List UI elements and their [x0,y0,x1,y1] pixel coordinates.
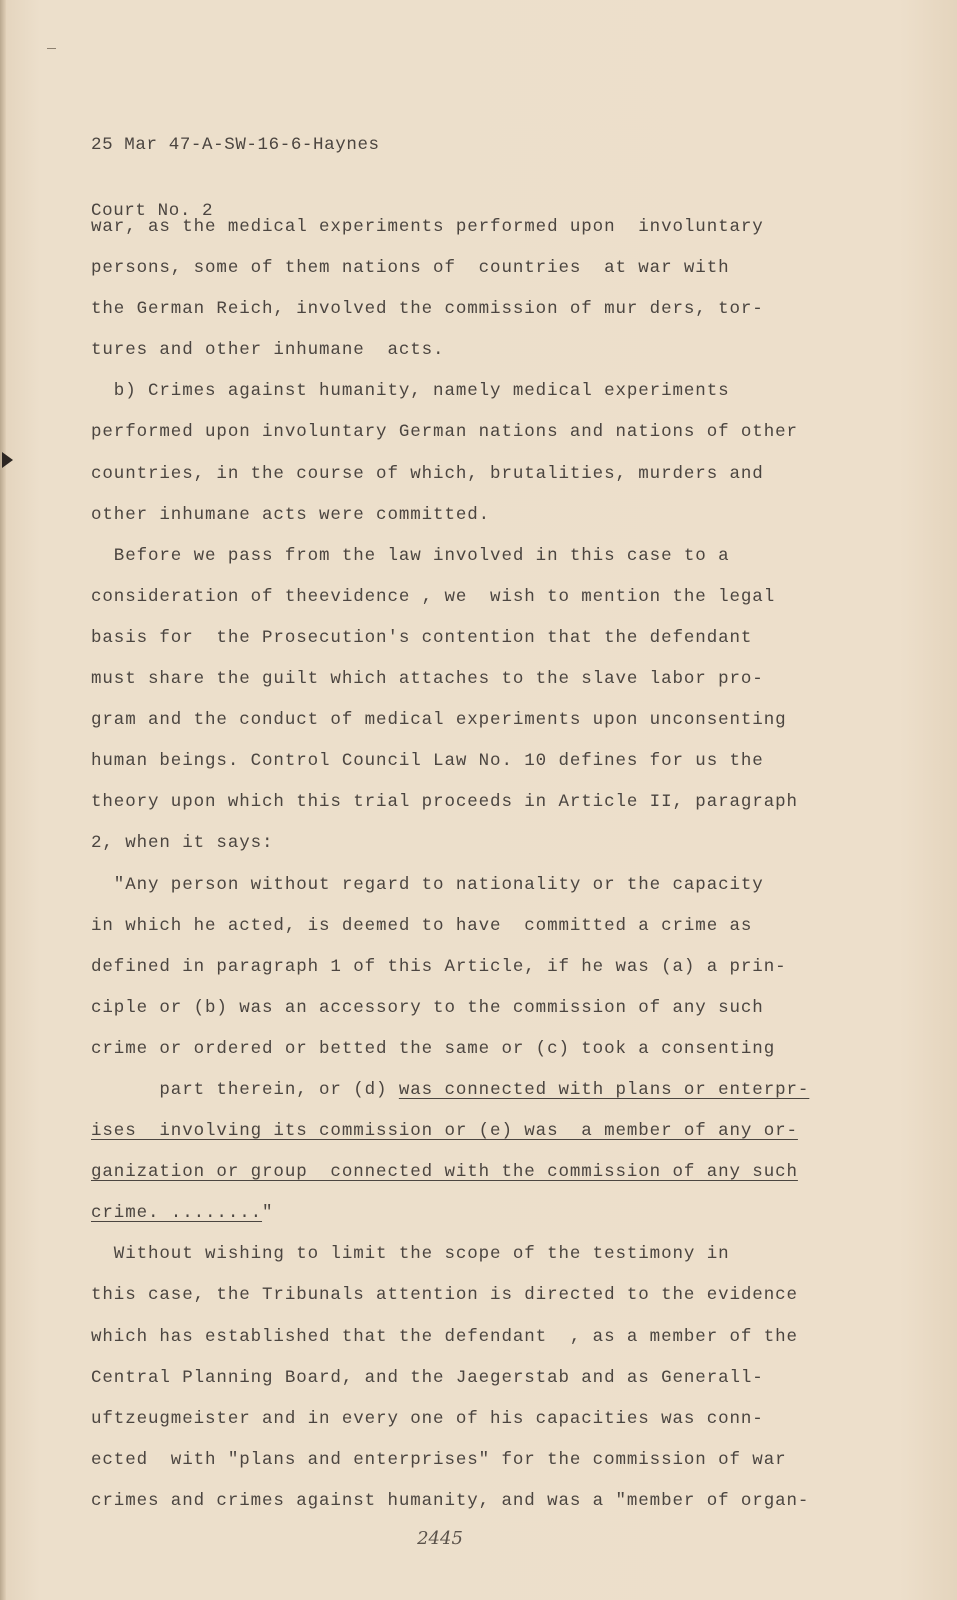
margin-tick-mark [47,48,56,49]
text-line: 2, when it says: [91,833,274,854]
text-line: gram and the conduct of medical experiments upon unconsenting [91,710,787,731]
text-line [91,1193,871,1234]
underlined-text-segment: ganization or group connected with the commission of any such [91,1162,798,1183]
text-line: which has established that the defendant , as a member of the [91,1326,798,1347]
text-line [91,1070,871,1111]
text-line: this case, the Tribunals attention is directed to the evidence [91,1285,798,1306]
header-reference-line: 25 Mar 47-A-SW-16-6-Haynes [91,135,380,155]
text-segment: part therein, or (d) [91,1079,399,1100]
underlined-text-segment: crime. ........ [91,1203,263,1224]
text-line [91,1152,871,1193]
body-text [91,207,871,1522]
text-line: consideration of theevidence , we wish to mention the legal [91,586,776,607]
page-edge-shadow [0,0,6,1600]
header-court-line: Court No. 2 [91,201,214,221]
text-line: the German Reich, involved the commission of mur ders, tor- [91,299,764,320]
text-line: defined in paragraph 1 of this Article, if he was (a) a prin- [91,956,787,977]
text-line: basis for the Prosecution's contention that the defendant [91,627,753,648]
text-line: performed upon involuntary German nations and nations of other [91,422,798,443]
text-line: war, as the medical experiments performed upon involuntary [91,217,764,237]
text-line: ected with "plans and enterprises" for the commission of war [91,1449,787,1470]
text-line: crime or ordered or betted the same or (c) took a consenting [91,1038,776,1059]
page-number: 2445 [417,1528,463,1549]
text-segment: " [262,1203,274,1224]
text-line: Without wishing to limit the scope of the testimony in [91,1244,730,1265]
text-line: uftzeugmeister and in every one of his capacities was conn- [91,1408,764,1429]
underlined-text-segment: ises involving its commission or (e) was a member of any or- [91,1121,798,1142]
text-line: other inhumane acts were committed. [91,504,491,525]
binding-punch-mark [2,452,13,468]
text-line: b) Crimes against humanity, namely medical experiments [91,381,730,402]
text-line: ciple or (b) was an accessory to the commission of any such [91,997,764,1018]
text-line: must share the guilt which attaches to the slave labor pro- [91,669,764,690]
text-line: persons, some of them nations of countries at war with [91,258,730,279]
underlined-text-segment: was connected with plans or enterpr- [398,1079,810,1100]
text-line: human beings. Control Council Law No. 10 defines for us the [91,751,764,772]
text-line: "Any person without regard to nationality or the capacity [91,874,764,895]
text-line [91,1111,871,1152]
text-line: Central Planning Board, and the Jaegerstab and as Generall- [91,1367,764,1388]
text-line: in which he acted, is deemed to have committed a crime as [91,915,753,936]
text-line: countries, in the course of which, brutalities, murders and [91,463,764,484]
text-line: tures and other inhumane acts. [91,340,445,361]
text-line: theory upon which this trial proceeds in Article II, paragraph [91,792,798,813]
text-line: crimes and crimes against humanity, and was a "member of organ- [91,1490,810,1511]
text-line: Before we pass from the law involved in this case to a [91,545,730,566]
